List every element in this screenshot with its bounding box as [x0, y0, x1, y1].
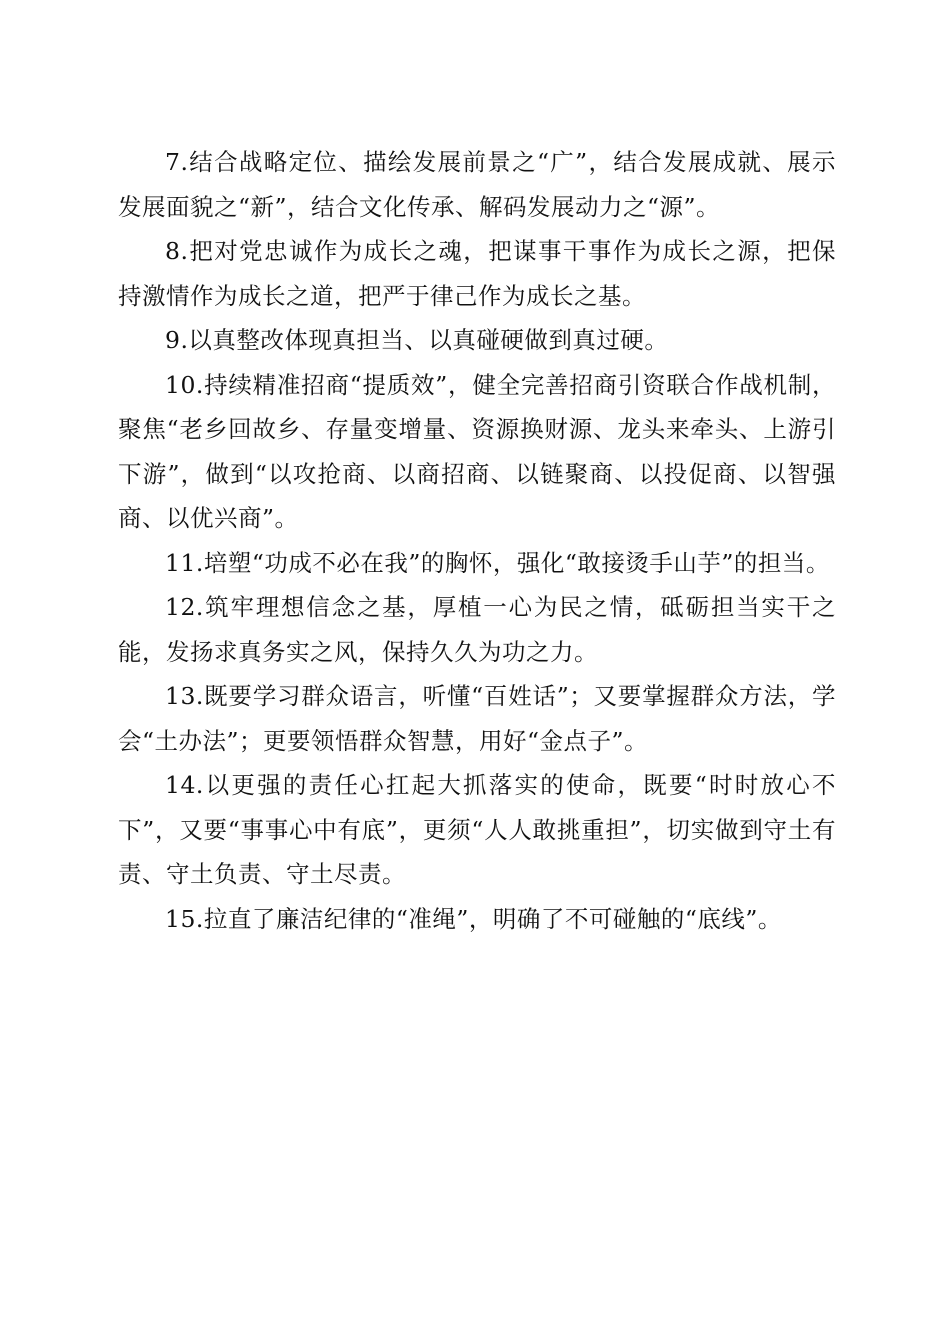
paragraph-9: 9.以真整改体现真担当、以真碰硬做到真过硬。 — [165, 326, 669, 354]
document-body — [118, 140, 836, 941]
paragraph-13: 13.既要学习群众语言，听懂“百姓话”；又要掌握群众方法，学会“土办法”；更要领悟群众智慧，用好“金点子”。 — [118, 682, 836, 755]
paragraph-7: 7.结合战略定位、描绘发展前景之“广”，结合发展成就、展示发展面貌之“新”，结合文化传承、解码发展动力之“源”。 — [118, 148, 836, 221]
paragraph-14: 14.以更强的责任心扛起大抓落实的使命，既要“时时放心不下”，又要“事事心中有底”，更须“人人敢挑重担”，切实做到守土有责、守土负责、守土尽责。 — [118, 771, 836, 888]
paragraph-8: 8.把对党忠诚作为成长之魂，把谋事干事作为成长之源，把保持激情作为成长之道，把严于律己作为成长之基。 — [118, 237, 836, 310]
paragraph-11: 11.培塑“功成不必在我”的胸怀，强化“敢接烫手山芋”的担当。 — [165, 548, 830, 577]
paragraph-15: 15.拉直了廉洁纪律的“准绳”，明确了不可碰触的“底线”。 — [165, 904, 782, 933]
paragraph-12: 12.筑牢理想信念之基，厚植一心为民之情，砥砺担当实干之能，发扬求真务实之风，保持久久为功之力。 — [118, 593, 836, 666]
paragraph-10: 10.持续精准招商“提质效”，健全完善招商引资联合作战机制，聚焦“老乡回故乡、存量变增量、资源换财源、龙头来牵头、上游引下游”，做到“以攻抢商、以商招商、以链聚商、以投促商、以智强商、以优兴商”。 — [118, 370, 836, 532]
